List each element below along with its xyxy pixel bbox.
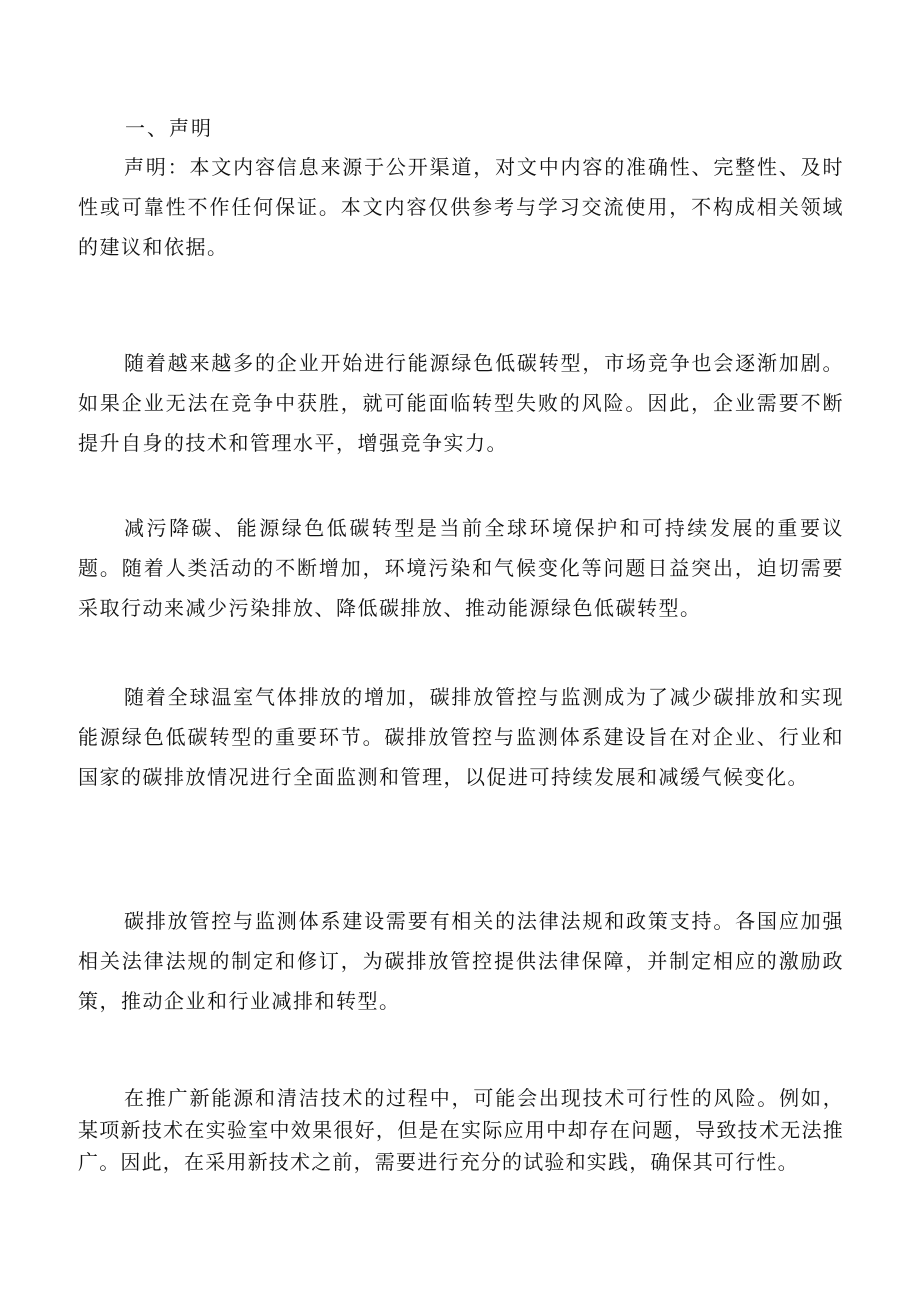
section-heading: 一、声明 (125, 116, 213, 140)
technology-risk-paragraph: 在推广新能源和清洁技术的过程中，可能会出现技术可行性的风险。例如，某项新技术在实验室中效果很好，但是在实际应用中却存在问题，导致技术无法推广。因此，在采用新技术之前，需要进行充分的试验和实践，确保其可行性。 (78, 1086, 844, 1174)
emission-reduction-paragraph: 减污降碳、能源绿色低碳转型是当前全球环境保护和可持续发展的重要议题。随着人类活动的不断增加，环境污染和气候变化等问题日益突出，迫切需要采取行动来减少污染排放、降低碳排放、推动能源绿色低碳转型。 (78, 516, 844, 620)
policy-support-paragraph: 碳排放管控与监测体系建设需要有相关的法律法规和政策支持。各国应加强相关法律法规的制定和修订，为碳排放管控提供法律保障，并制定相应的激励政策，推动企业和行业减排和转型。 (78, 909, 844, 1013)
competition-risk-paragraph: 随着越来越多的企业开始进行能源绿色低碳转型，市场竞争也会逐渐加剧。如果企业无法在竞争中获胜，就可能面临转型失败的风险。因此，企业需要不断提升自身的技术和管理水平，增强竞争实力。 (78, 351, 844, 455)
disclaimer-paragraph: 声明：本文内容信息来源于公开渠道，对文中内容的准确性、完整性、及时性或可靠性不作任何保证。本文内容仅供参考与学习交流使用，不构成相关领域的建议和依据。 (78, 155, 844, 259)
carbon-monitoring-paragraph: 随着全球温室气体排放的增加，碳排放管控与监测成为了减少碳排放和实现能源绿色低碳转型的重要环节。碳排放管控与监测体系建设旨在对企业、行业和国家的碳排放情况进行全面监测和管理，以促进可持续发展和减缓气候变化。 (78, 685, 844, 789)
